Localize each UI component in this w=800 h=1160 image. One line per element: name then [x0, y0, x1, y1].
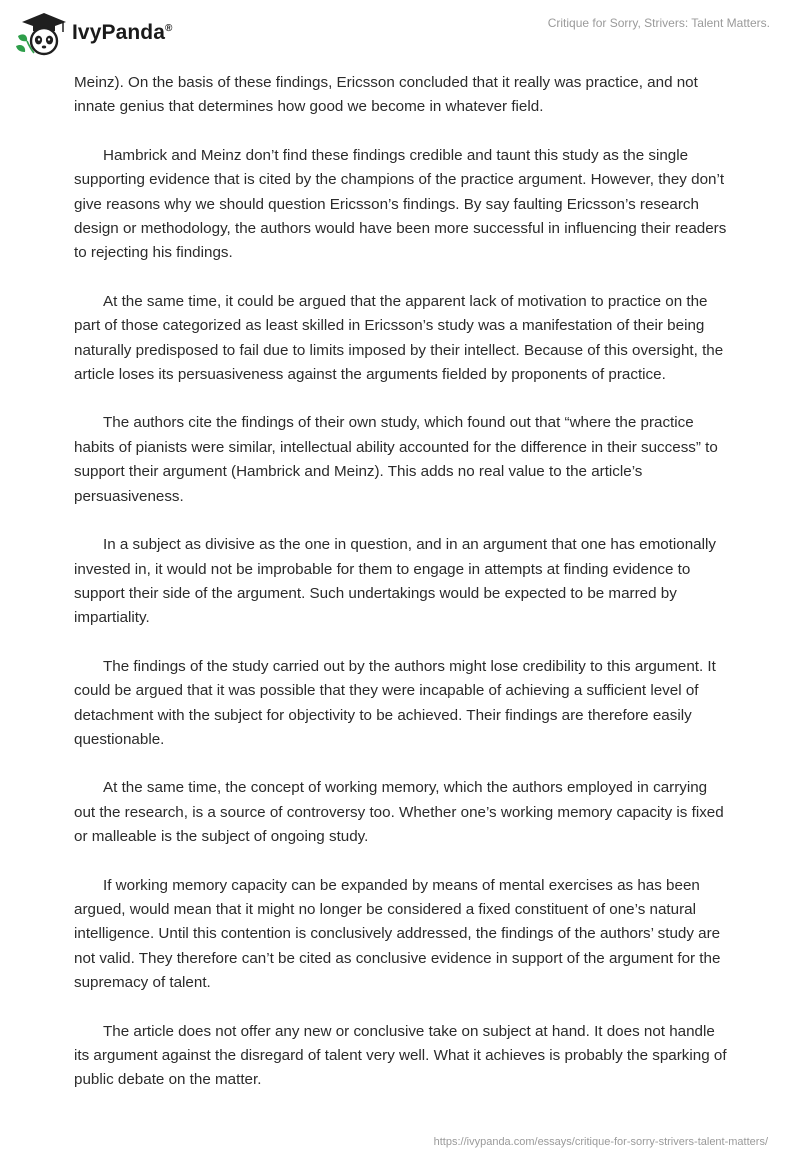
paragraph: The authors cite the findings of their own study, which found out that “where the practice habits of pianists were similar, intellectual ability accounted for the difference in their success” to support their argument (Hambrick and Meinz). This adds no real value to the article’s persuasiveness. — [74, 414, 718, 505]
document-title: Critique for Sorry, Strivers: Talent Matters. — [547, 16, 770, 30]
paragraph: The findings of the study carried out by the authors might lose credibility to this argument. It could be argued that it was possible that they were incapable of achieving a sufficient level of detachment with the subject for objectivity to be achieved. Their findings are therefore easily questionable. — [74, 657, 716, 748]
source-url-link[interactable]: https://ivypanda.com/essays/critique-for-sorry-strivers-talent-matters/ — [433, 1136, 768, 1148]
paragraph: If working memory capacity can be expanded by means of mental exercises as has been argued, would mean that it might no longer be considered a fixed constituent of one’s natural intelligence. Until this contention is conclusively addressed, the findings of the authors’ study are not valid. They therefore can’t be cited as conclusive evidence in support of the argument for the supremacy of talent. — [74, 876, 721, 992]
paragraph: The article does not offer any new or conclusive take on subject at hand. It does not handle its argument against the disregard of talent very well. What it achieves is probably the sparking of public debate on the matter. — [74, 1022, 727, 1089]
page-header — [0, 0, 800, 66]
essay-body — [74, 71, 730, 1117]
paragraph: At the same time, it could be argued that the apparent lack of motivation to practice on the part of those categorized as least skilled in Ericsson’s study was a manifestation of their being naturally predisposed to fail due to limits imposed by their intellect. Because of this oversight, the article loses its persuasiveness against the arguments fielded by proponents of practice. — [74, 292, 724, 384]
ivypanda-logo[interactable] — [14, 10, 172, 56]
paragraph: In a subject as divisive as the one in question, and in an argument that one has emotionally invested in, it would not be improbable for them to engage in attempts at finding evidence to support their side of the argument. Such undertakings would be expected to be marred by impartiality. — [74, 536, 716, 627]
panda-graduate-icon — [14, 10, 66, 56]
paragraph: Hambrick and Meinz don’t find these findings credible and taunt this study as the single supporting evidence that is cited by the champions of the practice argument. However, they don’t give reasons why we should question Ericsson’s findings. By say faulting Ericsson’s research design or methodology, the authors would have been more successful in influencing their readers to rejecting his findings. — [74, 146, 727, 262]
logo-wordmark: IvyPanda® — [72, 21, 173, 44]
paragraph: Meinz). On the basis of these findings, Ericsson concluded that it really was practice, and not innate genius that determines how good we become in whatever field. — [74, 74, 698, 116]
paragraph: At the same time, the concept of working memory, which the authors employed in carrying out the research, is a source of controversy too. Whether one’s working memory capacity is fixed or malleable is the subject of ongoing study. — [74, 779, 724, 846]
